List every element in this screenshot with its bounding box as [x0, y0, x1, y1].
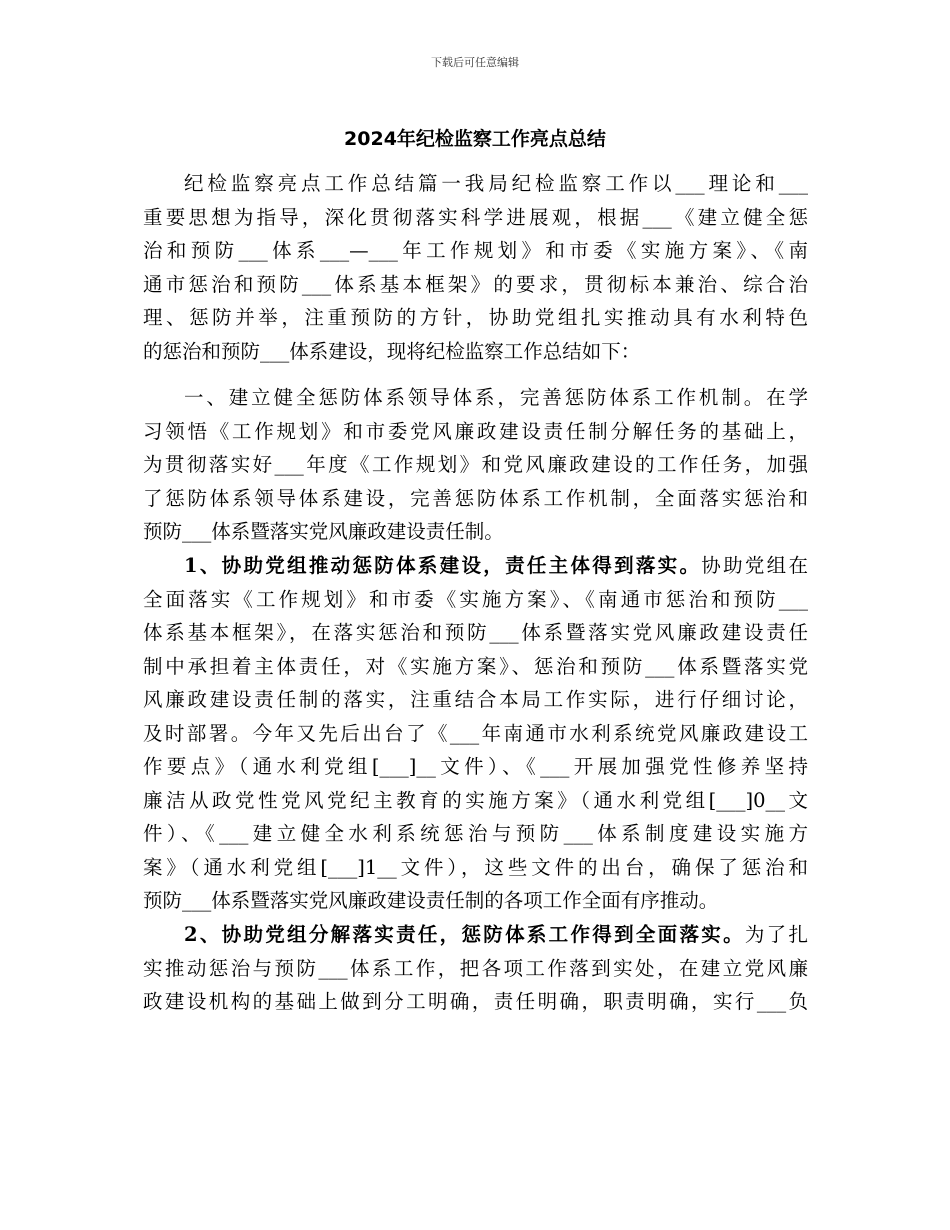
text-line: 件）、《___建立健全水利系统惩治与预防___体系制度建设实施方: [143, 822, 808, 846]
text-line: 理、惩防并举，注重预防的方针，协助党组扎实推动具有水利特色: [143, 306, 808, 330]
text-line: 为贯彻落实好___年度《工作规划》和党风廉政建设的工作任务，加强: [143, 453, 808, 477]
item-text: 协助党组在: [701, 554, 808, 578]
paragraph-item-one: [143, 549, 808, 918]
paragraph-intro: [143, 167, 808, 368]
text-line: 案》（通水利党组[___]1__文件），这些文件的出台，确保了惩治和: [143, 855, 808, 879]
document-body: [143, 167, 808, 1019]
paragraph-section-one: [143, 381, 808, 549]
document-title: 2024年纪检监察工作亮点总结: [344, 128, 606, 150]
text-line: 实推动惩治与预防___体系工作，把各项工作落到实处，在建立党风廉: [143, 956, 808, 980]
text-line: 预防___体系暨落实党风廉政建设责任制的各项工作全面有序推动。: [143, 889, 719, 913]
text-line: 预防___体系暨落实党风廉政建设责任制。: [143, 520, 504, 544]
text-line: 重要思想为指导，深化贯彻落实科学进展观，根据___《建立健全惩: [143, 205, 808, 229]
text-line: 作要点》（通水利党组[___]__文件）、《___开展加强党性修养坚持: [143, 755, 808, 779]
text-line: 体系基本框架》，在落实惩治和预防___体系暨落实党风廉政建设责任: [143, 621, 808, 645]
header-note: 下载后可任意编辑: [431, 56, 519, 69]
text-line: 制中承担着主体责任，对《实施方案》、惩治和预防___体系暨落实党: [143, 654, 808, 678]
item-text: 为了扎: [744, 923, 808, 947]
item-heading: 2、协助党组分解落实责任，惩防体系工作得到全面落实。: [184, 923, 745, 947]
text-line: 风廉政建设责任制的落实，注重结合本局工作实际，进行仔细讨论，: [143, 688, 808, 712]
text-line: 了惩防体系领导体系建设，完善惩防体系工作机制，全面落实惩治和: [143, 486, 808, 510]
text-line: 治和预防___体系___—___年工作规划》和市委《实施方案》、《南: [143, 239, 808, 263]
text-line: [143, 549, 808, 583]
text-line: [143, 918, 808, 952]
text-line: 政建设机构的基础上做到分工明确，责任明确，职责明确，实行___负: [143, 990, 808, 1014]
text-line: 全面落实《工作规划》和市委《实施方案》、《南通市惩治和预防___: [143, 587, 808, 611]
text-line: 及时部署。今年又先后出台了《___年南通市水利系统党风廉政建设工: [143, 721, 808, 745]
paragraph-item-two: [143, 918, 808, 1019]
text-line: 习领悟《工作规划》和市委党风廉政建设责任制分解任务的基础上，: [143, 419, 808, 443]
item-heading: 1、协助党组推动惩防体系建设，责任主体得到落实。: [184, 554, 702, 578]
text-line: 廉洁从政党性党风党纪主教育的实施方案》（通水利党组[___]0__文: [143, 788, 808, 812]
text-line: 一、建立健全惩防体系领导体系，完善惩防体系工作机制。在学: [184, 386, 808, 410]
text-line: 通市惩治和预防___体系基本框架》的要求，贯彻标本兼治、综合治: [143, 272, 808, 296]
text-line: 的惩治和预防___体系建设，现将纪检监察工作总结如下：: [143, 339, 641, 363]
text-line: 纪检监察亮点工作总结篇一我局纪检监察工作以___理论和___: [184, 172, 808, 195]
